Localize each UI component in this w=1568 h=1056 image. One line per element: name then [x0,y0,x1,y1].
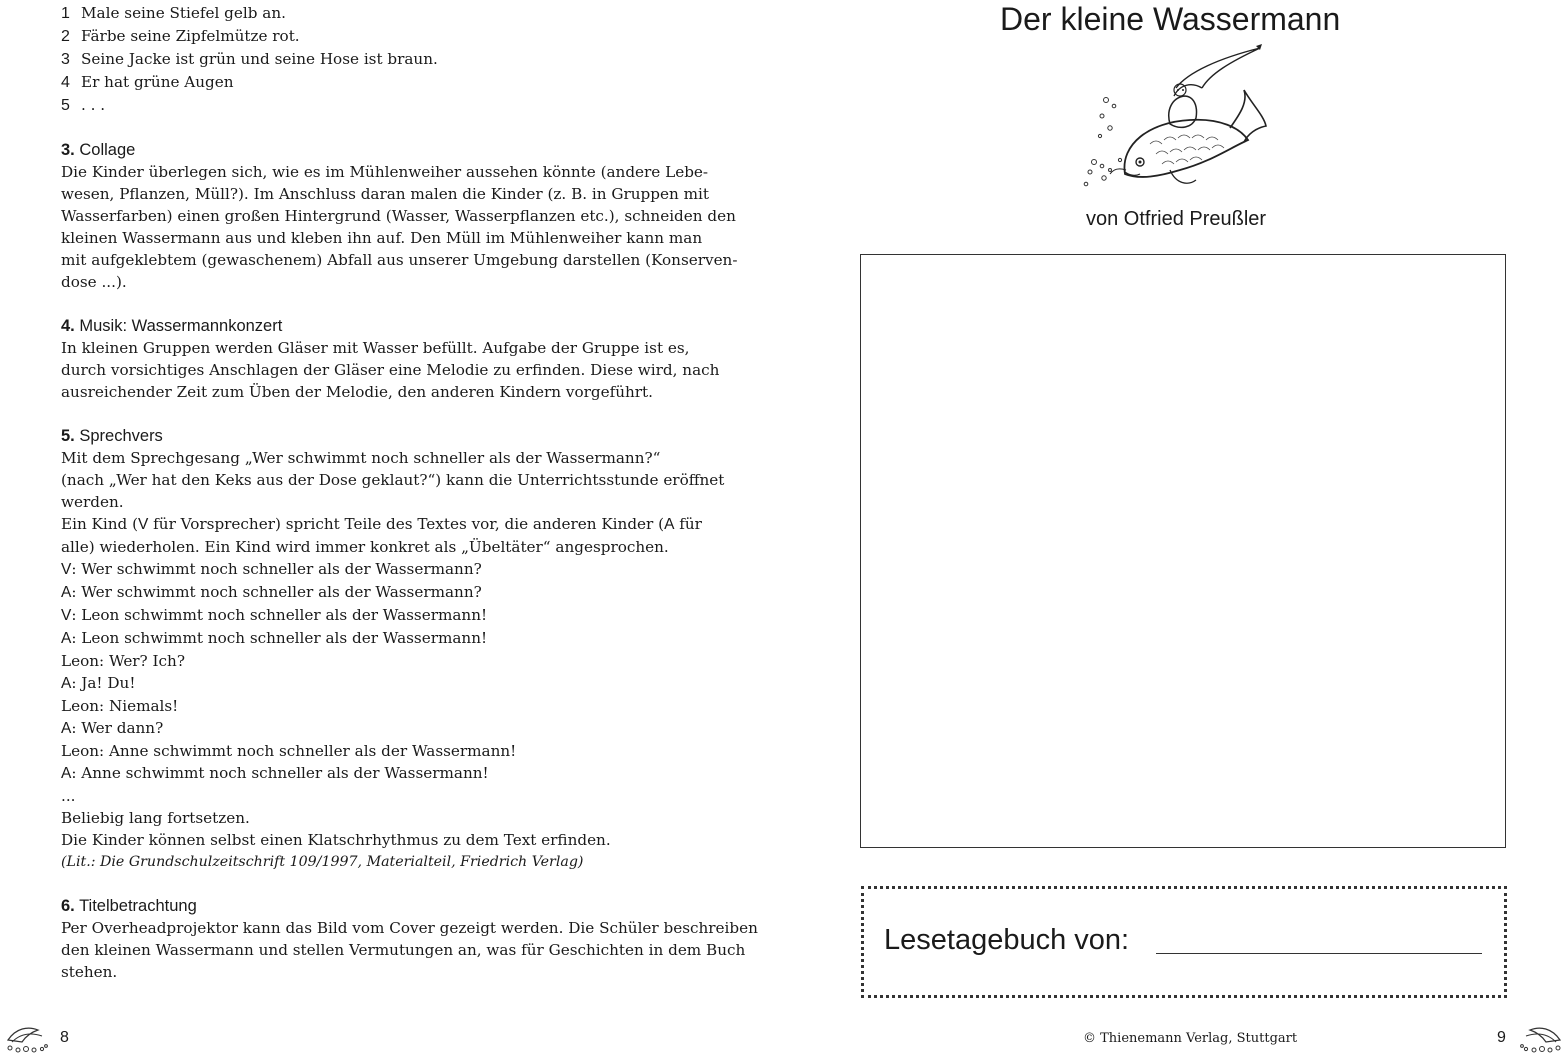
paragraph-line: (nach „Wer hat den Keks aus der Dose geklaut?“) kann die Unterrichtsstunde eröffnet [61,471,725,489]
paragraph-line: wesen, Pflanzen, Müll?). Im Anschluss daran malen die Kinder (z. B. in Gruppen mit [61,185,709,203]
paragraph-line: ausreichender Zeit zum Üben der Melodie, den anderen Kindern vorgeführt. [61,383,653,401]
paragraph-line: Die Kinder überlegen sich, wie es im Mühlenweiher aussehen könnte (andere Lebe- [61,163,709,181]
dialogue-text: Leon: Wer? Ich? [61,652,185,670]
dialogue-line [61,558,721,581]
section-heading: 3. Collage [61,141,136,159]
dialogue-line [61,604,721,627]
fish-ornament-icon [1518,1020,1566,1054]
list-item: 4 Er hat grüne Augen [61,73,234,91]
list-item: 1 Male seine Stiefel gelb an. [61,4,286,22]
book-title: Der kleine Wassermann [1000,1,1341,37]
paragraph-line: werden. [61,493,124,511]
coloring-instructions-list [61,2,721,117]
dialogue-text: Die Kinder können selbst einen Klatschrhythmus zu dem Text erfinden. [61,831,611,849]
page-number-right: 9 [1497,1029,1506,1046]
paragraph-line: stehen. [61,963,118,981]
dialogue-line [61,717,721,740]
speaker-label: V [61,607,72,624]
paragraph-line: den kleinen Wassermann und stellen Vermutungen an, was für Geschichten in dem Buch [61,941,746,959]
section-musik [61,315,721,403]
dialogue-block [61,558,721,851]
name-label: Lesetagebuch von: [884,924,1130,956]
page-number-left: 8 [60,1029,69,1046]
paragraph-line: kleinen Wassermann aus und kleben ihn auf. Den Müll im Mühlenweiher kann man [61,229,703,247]
section-collage [61,139,738,293]
fish-ornament-icon [2,1020,50,1054]
speaker-label: A [61,584,72,601]
dialogue-line [61,672,721,695]
dialogue-line [61,740,721,762]
dialogue-line [61,695,721,717]
paragraph-line: Mit dem Sprechgesang „Wer schwimmt noch schneller als der Wassermann?“ [61,449,661,467]
name-write-line[interactable] [1156,953,1482,954]
section-heading: 5. Sprechvers [61,427,163,445]
dialogue-text: ... [61,787,76,805]
dialogue-text: : Leon schwimmt noch schneller als der Wassermann! [71,606,488,624]
paragraph-line: In kleinen Gruppen werden Gläser mit Wasser befüllt. Aufgabe der Gruppe ist es, [61,339,690,357]
list-item: 2 Färbe seine Zipfelmütze rot. [61,27,300,45]
dialogue-text: : Anne schwimmt noch schneller als der Wassermann! [71,764,489,782]
section-titelbetrachtung [61,895,758,983]
left-page [61,2,758,983]
dialogue-line [61,762,721,785]
dialogue-text: : Wer schwimmt noch schneller als der Wassermann? [71,583,482,601]
speaker-label: A [61,630,72,647]
wassermann-fish-illustration [1080,44,1270,194]
dialogue-line [61,785,721,807]
dialogue-text: Beliebig lang fortsetzen. [61,809,250,827]
dialogue-line [61,807,721,829]
paragraph-line: alle) wiederholen. Ein Kind wird immer konkret als „Übeltäter“ angesprochen. [61,538,669,556]
dialogue-text: : Leon schwimmt noch schneller als der Wassermann! [71,629,488,647]
dialogue-line [61,650,721,672]
dialogue-line [61,829,721,851]
speaker-label: V [61,561,72,578]
section-heading: 6. Titelbetrachtung [61,897,197,915]
list-item: 5 . . . [61,96,106,114]
paragraph-line: Per Overheadprojektor kann das Bild vom Cover gezeigt werden. Die Schüler beschreiben [61,919,758,937]
dialogue-line [61,581,721,604]
dialogue-text: : Wer schwimmt noch schneller als der Wassermann? [71,560,482,578]
reading-diary-name-box [861,886,1507,998]
paragraph-line: durch vorsichtiges Anschlagen der Gläser eine Melodie zu erfinden. Diese wird, nach [61,361,720,379]
drawing-area-box [860,254,1506,848]
speaker-label: A [61,720,72,737]
dialogue-text: Leon: Niemals! [61,697,179,715]
dialogue-text: Leon: Anne schwimmt noch schneller als der Wassermann! [61,742,517,760]
speaker-label: A [61,675,72,692]
citation: (Lit.: Die Grundschulzeitschrift 109/1997, Materialteil, Friedrich Verlag) [61,854,584,870]
paragraph-line: mit aufgeklebtem (gewaschenem) Abfall aus unserer Umgebung darstellen (Konserven- [61,251,738,269]
section-sprechvers [61,425,725,873]
paragraph-line: Ein Kind (V für Vorsprecher) spricht Teile des Textes vor, die anderen Kinder (A für [61,515,702,533]
dialogue-text: : Wer dann? [71,719,164,737]
dialogue-line [61,627,721,650]
list-item: 3 Seine Jacke ist grün und seine Hose ist braun. [61,50,438,68]
paragraph-line: dose ...). [61,273,127,291]
copyright-notice: © Thienemann Verlag, Stuttgart [1083,1031,1298,1046]
dialogue-text: : Ja! Du! [71,674,136,692]
section-heading: 4. Musik: Wassermannkonzert [61,317,283,335]
speaker-label: A [61,765,72,782]
book-author: von Otfried Preußler [1086,208,1267,230]
paragraph-line: Wasserfarben) einen großen Hintergrund (Wasser, Wasserpflanzen etc.), schneiden den [61,207,736,225]
